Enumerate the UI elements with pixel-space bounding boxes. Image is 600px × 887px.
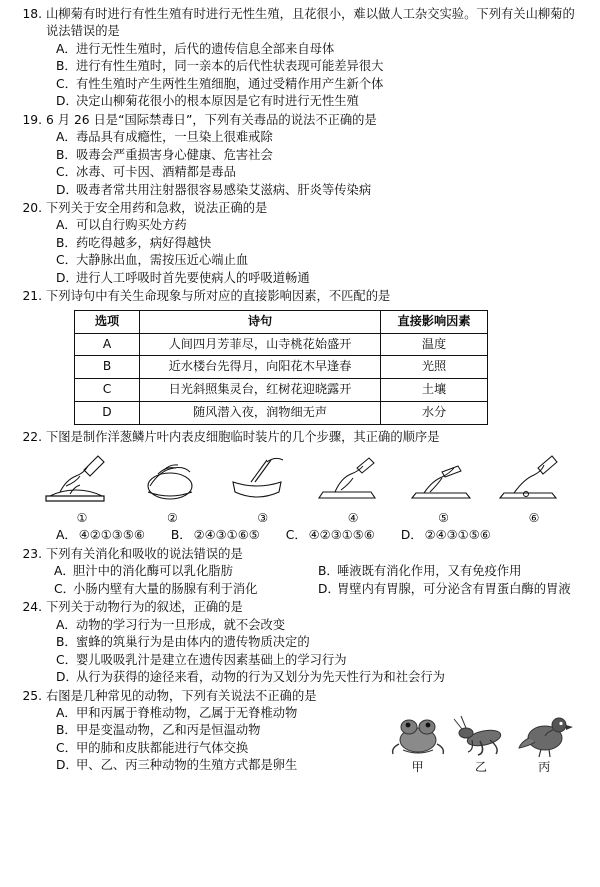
question-21 bbox=[14, 288, 582, 425]
option-text: 胃壁内有胃腺，可分泌含有胃蛋白酶的胃液 bbox=[337, 581, 571, 596]
question-number: 21. bbox=[22, 289, 42, 304]
option-text: 从行为获得的途径来看，动物的行为又划分为先天性行为和社会行为 bbox=[76, 670, 445, 685]
option-text: 药吃得越多，病好得越快 bbox=[76, 235, 212, 250]
question-stem: 6 月 26 日是“国际禁毒日”，下列有关毒品的说法不正确的是 bbox=[46, 112, 377, 127]
option-d[interactable] bbox=[42, 182, 582, 199]
option-label: A． bbox=[56, 528, 77, 543]
figure-step-5 bbox=[400, 452, 488, 527]
option-label: C． bbox=[56, 652, 77, 667]
question-stem: 下列诗句中有关生命现象与所对应的直接影响因素，不匹配的是 bbox=[46, 289, 391, 304]
figure-step-1 bbox=[38, 452, 126, 527]
animal-label-jia: 甲 bbox=[411, 759, 424, 774]
option-text: 大静脉出血，需按压近心端止血 bbox=[76, 253, 249, 268]
option-d[interactable] bbox=[42, 270, 582, 287]
option-label: C． bbox=[56, 165, 77, 180]
question-number: 20. bbox=[22, 200, 42, 215]
animal-labels bbox=[386, 759, 576, 776]
question-number: 19. bbox=[22, 112, 42, 127]
option-c[interactable] bbox=[54, 581, 318, 598]
question-stem: 右图是几种常见的动物，下列有关说法不正确的是 bbox=[46, 688, 317, 703]
option-list bbox=[42, 527, 582, 544]
option-label: C． bbox=[56, 740, 77, 755]
option-text: 进行有性生殖时，同一亲本的后代性状表现可能差异很大 bbox=[76, 59, 384, 74]
option-text: 甲是变温动物，乙和丙是恒温动物 bbox=[76, 723, 261, 738]
option-text: 决定山柳菊花很小的根本原因是它有时进行无性生殖 bbox=[76, 94, 359, 109]
option-text: 冰毒、可卡因、酒精都是毒品 bbox=[76, 165, 236, 180]
option-text: 婴儿吸吸乳汁是建立在遗传因素基础上的学习行为 bbox=[76, 652, 347, 667]
option-label: B． bbox=[318, 564, 339, 579]
table-row bbox=[75, 379, 488, 402]
cell-factor: 温度 bbox=[381, 333, 488, 356]
option-label: A． bbox=[54, 564, 75, 579]
question-20 bbox=[14, 200, 582, 287]
table-row bbox=[75, 356, 488, 379]
option-c[interactable] bbox=[42, 740, 422, 757]
cell-option: A bbox=[75, 333, 140, 356]
option-a[interactable] bbox=[42, 129, 582, 146]
question-18 bbox=[14, 6, 582, 111]
option-d[interactable] bbox=[318, 581, 582, 598]
question-number: 23. bbox=[22, 546, 42, 561]
question-stem: 下列关于动物行为的叙述，正确的是 bbox=[46, 600, 243, 615]
option-label: D． bbox=[56, 270, 78, 285]
cell-option: D bbox=[75, 402, 140, 425]
option-label: C． bbox=[56, 76, 77, 91]
option-label: B． bbox=[56, 635, 77, 650]
option-list bbox=[42, 705, 422, 775]
option-label: B． bbox=[56, 235, 77, 250]
question-stem: 山柳菊有时进行有性生殖有时进行无性生殖，且花很小，难以做人工杂交实验。下列有关山柳菊的说法错误的是 bbox=[46, 7, 575, 39]
cell-factor: 水分 bbox=[381, 402, 488, 425]
figure-step-6 bbox=[490, 452, 578, 527]
figure-label: ⑤ bbox=[438, 511, 449, 526]
grasshopper-icon bbox=[450, 710, 512, 758]
figure-step-3 bbox=[219, 452, 307, 527]
option-text: 胆汁中的消化酶可以乳化脂肪 bbox=[73, 564, 233, 579]
figure-step-4 bbox=[309, 452, 397, 527]
animal-figure-group bbox=[386, 710, 576, 776]
option-label: C． bbox=[56, 253, 77, 268]
option-text: 蜜蜂的筑巢行为是由体内的遗传物质决定的 bbox=[76, 635, 310, 650]
option-label: B． bbox=[170, 528, 192, 543]
option-label: C． bbox=[285, 528, 307, 543]
option-list bbox=[42, 217, 582, 287]
table-row bbox=[75, 402, 488, 425]
option-text: 甲和丙属于脊椎动物，乙属于无脊椎动物 bbox=[76, 706, 298, 721]
cell-poem: 日光斜照集灵台，红树花迎晓露开 bbox=[140, 379, 381, 402]
question-stem: 下图是制作洋葱鳞片叶内表皮细胞临时装片的几个步骤，其正确的顺序是 bbox=[46, 430, 440, 444]
hand-coverslip-icon bbox=[402, 452, 486, 508]
option-row bbox=[42, 581, 582, 598]
option-text: 有性生殖时产生两性生殖细胞，通过受精作用产生新个体 bbox=[76, 76, 384, 91]
option-list bbox=[42, 563, 582, 598]
column-header-poem: 诗句 bbox=[140, 310, 381, 333]
cell-poem: 随风潜入夜，润物细无声 bbox=[140, 402, 381, 425]
option-label: D． bbox=[56, 670, 78, 685]
option-a[interactable] bbox=[56, 527, 145, 544]
figure-label: ② bbox=[167, 511, 178, 526]
cell-poem: 近水楼台先得月，向阳花木早逢春 bbox=[140, 356, 381, 379]
option-b[interactable] bbox=[318, 563, 582, 580]
option-text: 甲的肺和皮肤都能进行气体交换 bbox=[76, 740, 249, 755]
option-label: D． bbox=[400, 528, 423, 543]
question-24 bbox=[14, 599, 582, 686]
option-c[interactable] bbox=[286, 527, 375, 544]
option-text: 动物的学习行为一旦形成，就不会改变 bbox=[76, 617, 286, 632]
option-d[interactable] bbox=[42, 93, 582, 110]
cell-factor: 土壤 bbox=[381, 379, 488, 402]
option-label: B． bbox=[56, 723, 77, 738]
option-d[interactable] bbox=[42, 757, 422, 774]
option-label: A． bbox=[56, 41, 77, 56]
option-label: D． bbox=[56, 182, 78, 197]
poem-factor-table bbox=[74, 310, 488, 425]
option-label: B． bbox=[56, 59, 77, 74]
option-text: ④②①③⑤⑥ bbox=[78, 528, 145, 543]
option-list bbox=[42, 129, 582, 199]
option-a[interactable] bbox=[42, 217, 582, 234]
cell-factor: 光照 bbox=[381, 356, 488, 379]
option-text: 甲、乙、丙三种动物的生殖方式都是卵生 bbox=[76, 758, 298, 773]
option-b[interactable] bbox=[42, 235, 582, 252]
option-list bbox=[42, 41, 582, 111]
option-label: D． bbox=[318, 581, 340, 596]
table-row bbox=[75, 333, 488, 356]
column-header-factor: 直接影响因素 bbox=[381, 310, 488, 333]
animal-label-yi: 乙 bbox=[474, 759, 487, 774]
cell-option: B bbox=[75, 356, 140, 379]
option-d[interactable] bbox=[401, 527, 491, 544]
question-23 bbox=[14, 546, 582, 598]
column-header-option: 选项 bbox=[75, 310, 140, 333]
option-text: 进行无性生殖时，后代的遗传信息全部来自母体 bbox=[76, 41, 335, 56]
option-label: B． bbox=[56, 147, 77, 162]
option-text: 小肠内壁有大量的肠腺有利于消化 bbox=[73, 581, 258, 596]
option-c[interactable] bbox=[42, 652, 582, 669]
option-c[interactable] bbox=[42, 164, 582, 181]
option-a[interactable] bbox=[42, 41, 582, 58]
option-label: A． bbox=[56, 706, 77, 721]
hand-slide-icon bbox=[311, 452, 395, 508]
option-text: 进行人工呼吸时首先要使病人的呼吸道畅通 bbox=[76, 270, 310, 285]
option-label: D． bbox=[56, 94, 78, 109]
animal-label-bing: 丙 bbox=[538, 759, 551, 774]
procedure-figure-row bbox=[38, 452, 578, 527]
table-header-row bbox=[75, 310, 488, 333]
question-number: 22. bbox=[22, 430, 42, 444]
option-text: 可以自行购买处方药 bbox=[76, 218, 187, 233]
question-stem: 下列有关消化和吸收的说法错误的是 bbox=[46, 546, 243, 561]
cell-poem: 人间四月芳菲尽，山寺桃花始盛开 bbox=[140, 333, 381, 356]
option-b[interactable] bbox=[42, 634, 582, 651]
option-text: 唾液既有消化作用，又有免疫作用 bbox=[337, 564, 522, 579]
option-text: ②④③①⑤⑥ bbox=[424, 528, 491, 543]
option-text: 吸毒会严重损害身心健康、危害社会 bbox=[76, 147, 273, 162]
question-number: 24. bbox=[22, 600, 42, 615]
option-label: A． bbox=[56, 218, 77, 233]
hand-forceps-dish-icon bbox=[221, 452, 305, 508]
question-number: 25. bbox=[22, 688, 42, 703]
option-b[interactable] bbox=[42, 722, 422, 739]
option-text: ④②③①⑤⑥ bbox=[308, 528, 375, 543]
figure-label: ① bbox=[76, 511, 88, 526]
option-label: A． bbox=[56, 130, 77, 145]
question-25 bbox=[14, 688, 582, 775]
hand-dropper-icon bbox=[40, 452, 124, 508]
option-b[interactable] bbox=[42, 147, 582, 164]
option-d[interactable] bbox=[42, 669, 582, 686]
figure-label: ⑥ bbox=[528, 511, 540, 526]
figure-step-2 bbox=[128, 452, 216, 527]
question-stem: 下列关于安全用药和急救，说法正确的是 bbox=[46, 200, 268, 215]
question-22 bbox=[14, 429, 582, 545]
option-label: D． bbox=[56, 758, 78, 773]
question-number: 18. bbox=[22, 7, 42, 21]
option-a[interactable] bbox=[54, 563, 318, 580]
option-label: A． bbox=[56, 617, 77, 632]
option-text: 吸毒者常共用注射器很容易感染艾滋病、肝炎等传染病 bbox=[76, 182, 372, 197]
hand-stain-icon bbox=[492, 452, 576, 508]
question-19 bbox=[14, 112, 582, 199]
figure-label: ③ bbox=[257, 511, 269, 526]
option-c[interactable] bbox=[42, 252, 582, 269]
cell-option: C bbox=[75, 379, 140, 402]
frog-icon bbox=[387, 710, 449, 758]
option-a[interactable] bbox=[42, 705, 422, 722]
hand-onion-icon bbox=[130, 452, 214, 508]
option-row bbox=[42, 563, 582, 580]
option-list bbox=[42, 617, 582, 687]
option-text: ②④③①⑥⑤ bbox=[193, 528, 260, 543]
option-b[interactable] bbox=[171, 527, 260, 544]
pigeon-icon bbox=[513, 710, 575, 758]
figure-label: ④ bbox=[347, 511, 359, 526]
option-text: 毒品具有成瘾性，一旦染上很难戒除 bbox=[76, 130, 273, 145]
option-b[interactable] bbox=[42, 58, 582, 75]
option-label: C． bbox=[54, 581, 75, 596]
option-c[interactable] bbox=[42, 76, 582, 93]
option-a[interactable] bbox=[42, 617, 582, 634]
